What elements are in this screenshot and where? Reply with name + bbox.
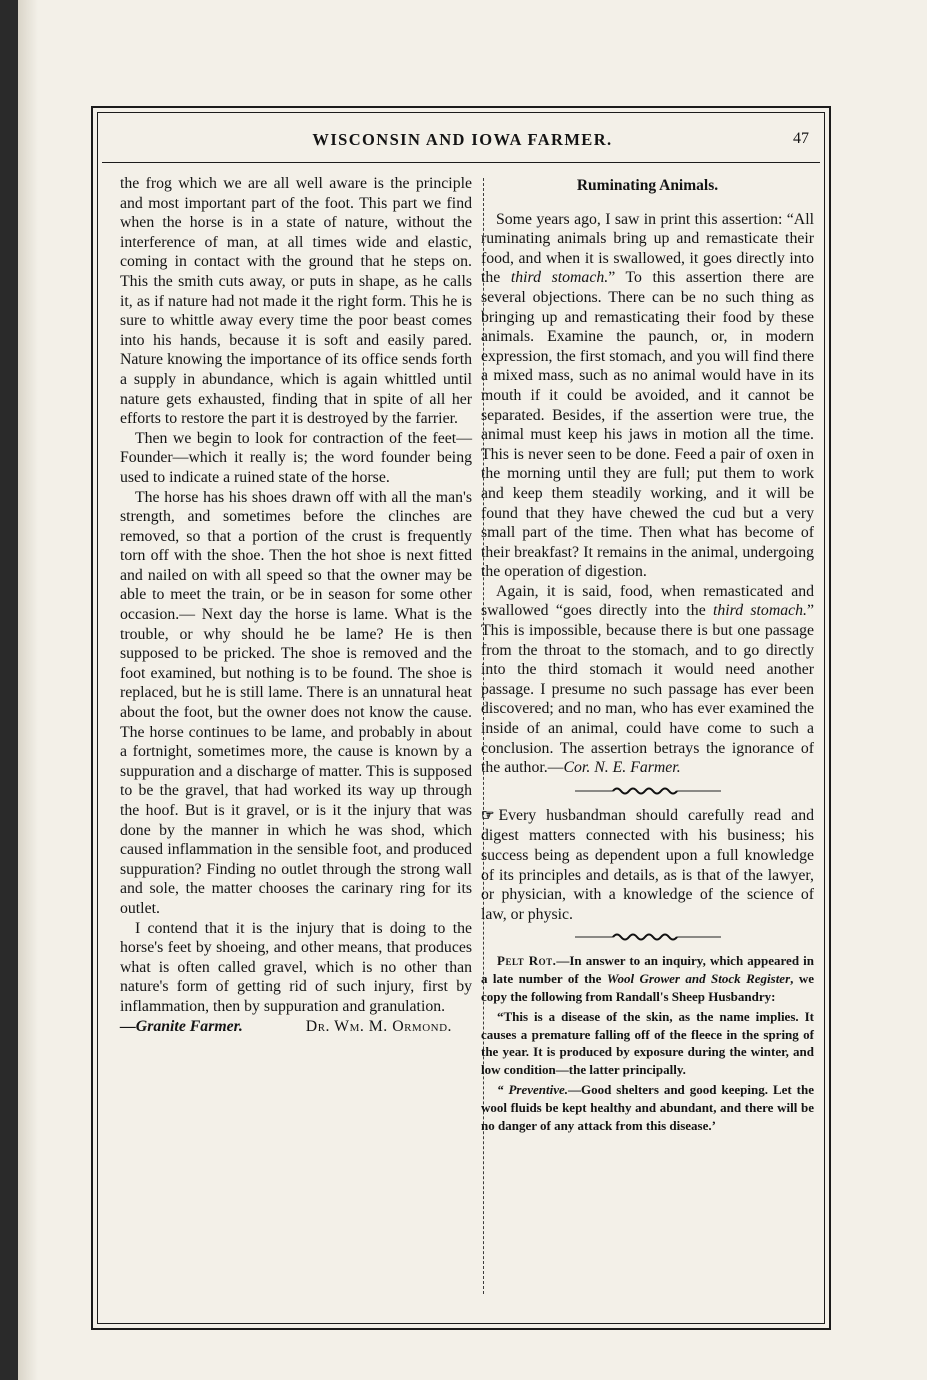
article-paragraph [481, 210, 814, 582]
preventive-label: “ Preventive. [497, 1081, 568, 1097]
page-number: 47 [793, 130, 809, 147]
article-paragraph [481, 582, 814, 778]
article-title: Ruminating Animals. [576, 177, 719, 194]
paragraph: the frog which we are all well aware is the principle and most important part of the foot. This part we find when the horse is in a state of nature, without the interference of man, at all times wide and elastic, coming in contact with the ground that he steps on. This the smith cuts away, or puts in shape, as he calls it, as if nature had not made it the right form. This he is sure to whittle away every time the poor beast comes into his hands, because it is soft and easily pared. Nature knowing the importance of its office sends forth a supply in abundance, which is again whittled until nature gets exhausted, finding that in spite of all her efforts to restore the part it is destroyed by the farrier. [120, 175, 472, 428]
text-run: Some years ago, I saw in print this assertion: “All ruminating animals bring up and remasticate their food, and when it is swallowed, it goes directly into the [481, 210, 814, 287]
text-run: ” This is impossible, because there is but one passage from the throat to the stomach, and to go directly into the third stomach it would need another passage. I presume no such passage has ever been discovered; and no man, who has ever examined the inside of an animal, could have come to such a conclusion. The assertion betrays the ignorance of the author.— [481, 602, 815, 777]
paragraph: The horse has his shoes drawn off with all the man's strength, and sometimes before the clinches are removed, so that a portion of the crust is frequently torn off with the shoe. Then the hot shoe is next fitted and nailed on with all speed so that the owner may be able to meet the train, or be in season for some other occasion.— Next day the horse is lame. What is the trouble, or why should he be lame? He is then supposed to be pricked. The shoe is removed and the foot examined, but nothing is to be found. The shoe is replaced, but he is still lame. There is an unnatural heat about the foot, but the owner does not know the cause. The horse continues to be lame, and probably in about a fortnight, sometimes more, the cause is known by a suppuration and a discharge of matter. This is supposed to be the gravel, that had worked its way up through the hoof. But is it gravel, or is it the injury that was done by the manner in which he was shod, which caused inflammation in the sensible foot, and produced suppuration? Finding no outlet through the strong wall and sole, the matter chooses the carinary ring for its outlet. [120, 488, 472, 917]
note-text: Every husbandman should carefully read and digest matters connected with his business; his success being as dependent upon a full knowledge of its principles and details, as is that of the lawyer, or physician, with a knowledge of the science of law, or physic. [481, 806, 814, 923]
text-run: —In answer to an inquiry, which appeared in a late number of the [481, 953, 814, 987]
journal-title: WISCONSIN AND IOWA FARMER. [312, 130, 613, 149]
ornamental-rule [573, 932, 723, 942]
pointing-hand-icon: ☞ [481, 807, 495, 824]
husbandman-note [481, 806, 814, 925]
header-rule [102, 162, 820, 163]
preventive-paragraph [481, 1081, 814, 1134]
text-run: ” To this assertion there are several objections. There can be no such thing as bringing up and remasticating their food by these animals. Examine the paunch, or, in modern expression, the first stomach, and you will find there a mixed mass, such as no animal would have in its mouth if it could be avoided, and it cannot be separated. Besides, if the assertion were true, the animal must keep his jaws in motion all the time. This is never seen to be done. Feed a pair of oxen in the morning until they are full; put them to work and keep them steadily working, and it will be found that they have chewed the cud but a very small part of the time. Then what has become of their breakfast? It remains in the animal, undergoing the operation of digestion. [481, 269, 815, 581]
left-column [120, 174, 472, 1036]
signature-block [120, 1017, 472, 1037]
running-head [110, 130, 815, 154]
paragraph: I contend that it is the injury that is doing to the horse's feet by shoeing, and other means, that produces what is often called gravel, which is no other than nature's form of getting rid of such injury, first by inflammation, then by suppuration and granulation. [120, 919, 472, 1015]
ornamental-rule [573, 786, 723, 796]
author-signature: Dr. Wm. M. Ormond. [305, 1017, 452, 1035]
pelt-rot-section [481, 952, 814, 1134]
text-run: , we copy the following from Randall's Sheep Husbandry: [481, 971, 814, 1004]
note-paragraph [481, 806, 814, 925]
pelt-rot-quote: “This is a disease of the skin, as the name implies. It causes a premature falling off of the fleece in the spring of the year. It is produced by exposure during the winter, and low condition—the latter principally. [481, 1008, 814, 1078]
italic-run: Wool Grower and Stock Register [606, 971, 791, 987]
pelt-rot-title: Pelt Rot. [497, 953, 557, 969]
article-source: Cor. N. E. Farmer. [563, 759, 681, 777]
right-column [481, 176, 814, 1136]
paragraph: Then we begin to look for contraction of the feet—Founder—which it really is; the word founder being used to indicate a ruined state of the horse. [120, 429, 472, 486]
italic-run: third stomach. [712, 602, 807, 620]
italic-run: third stomach. [510, 269, 609, 287]
binding-shadow [18, 0, 38, 1380]
text-run: Again, it is said, food, when remasticated and swallowed “goes directly into the [481, 582, 814, 620]
source-credit: —Granite Farmer. [120, 1017, 243, 1035]
preventive-text: —Good shelters and good keeping. Let the wool fluids be kept healthy and abundant, and there will be no danger of any attack from this disease.’ [481, 1081, 814, 1133]
pelt-rot-intro [481, 952, 814, 1005]
